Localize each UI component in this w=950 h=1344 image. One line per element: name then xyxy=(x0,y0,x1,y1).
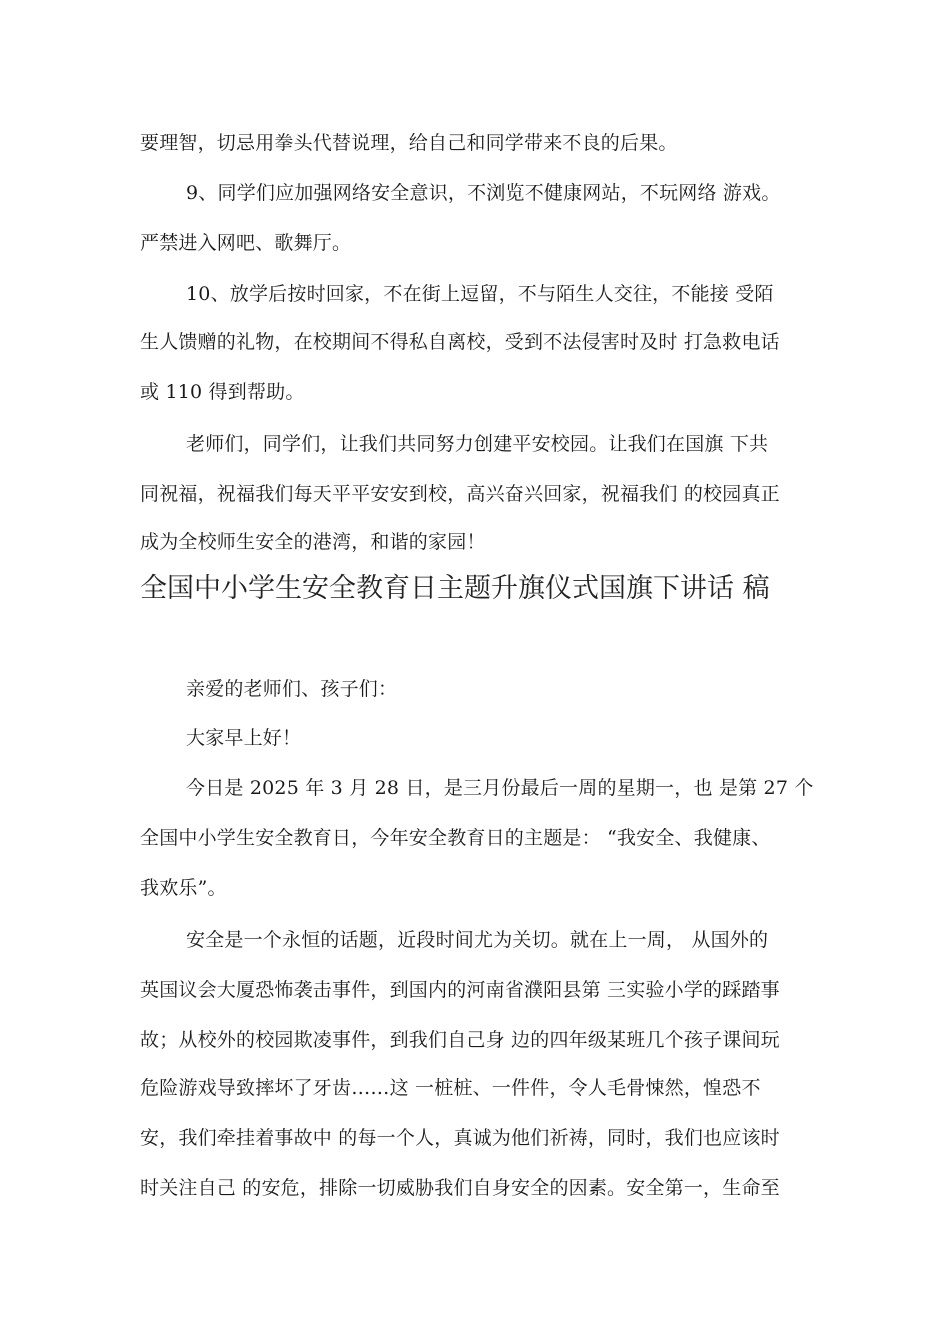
paragraph-line: 9、同学们应加强网络安全意识，不浏览不健康网站，不玩网络 游戏。 xyxy=(186,182,781,204)
paragraph-line: 生人馈赠的礼物，在校期间不得私自离校，受到不法侵害时及时 打急救电话 xyxy=(140,331,780,353)
paragraph-line: 今日是 2025 年 3 月 28 日，是三月份最后一周的星期一，也 是第 27 个 xyxy=(186,777,814,799)
paragraph-line: 10、放学后按时回家，不在街上逗留，不与陌生人交往，不能接 受陌 xyxy=(186,283,774,305)
paragraph-line: 安，我们牵挂着事故中 的每一个人，真诚为他们祈祷，同时，我们也应该时 xyxy=(140,1127,780,1149)
paragraph-line: 全国中小学生安全教育日，今年安全教育日的主题是： “我安全、我健康、 xyxy=(140,827,771,849)
paragraph-line: 老师们，同学们，让我们共同努力创建平安校园。让我们在国旗 下共 xyxy=(186,433,769,455)
paragraph-line: 时关注自己 的安危，排除一切威胁我们自身安全的因素。安全第一，生命至 xyxy=(140,1177,780,1199)
paragraph-line: 或 110 得到帮助。 xyxy=(140,381,305,403)
paragraph-line: 英国议会大厦恐怖袭击事件，到国内的河南省濮阳县第 三实验小学的踩踏事 xyxy=(140,979,780,1001)
paragraph-line: 严禁进入网吧、歌舞厅。 xyxy=(140,232,352,254)
greeting-line: 亲爱的老师们、孩子们： xyxy=(186,678,398,700)
paragraph-line: 故；从校外的校园欺凌事件，到我们自己身 边的四年级某班几个孩子课间玩 xyxy=(140,1029,780,1051)
paragraph-line: 安全是一个永恒的话题，近段时间尤为关切。就在上一周， 从国外的 xyxy=(186,929,769,951)
paragraph-line: 危险游戏导致摔坏了牙齿……这 一桩桩、一件件，令人毛骨悚然，惶恐不 xyxy=(140,1077,761,1099)
paragraph-line: 要理智，切忌用拳头代替说理，给自己和同学带来不良的后果。 xyxy=(140,132,678,154)
paragraph-line: 我欢乐”。 xyxy=(140,877,227,899)
morning-greeting: 大家早上好！ xyxy=(186,727,302,749)
speech-title: 全国中小学生安全教育日主题升旗仪式国旗下讲话 稿 xyxy=(140,573,770,604)
paragraph-line: 同祝福，祝福我们每天平平安安到校，高兴奋兴回家，祝福我们 的校园真正 xyxy=(140,483,780,505)
paragraph-line: 成为全校师生安全的港湾，和谐的家园！ xyxy=(140,531,486,553)
